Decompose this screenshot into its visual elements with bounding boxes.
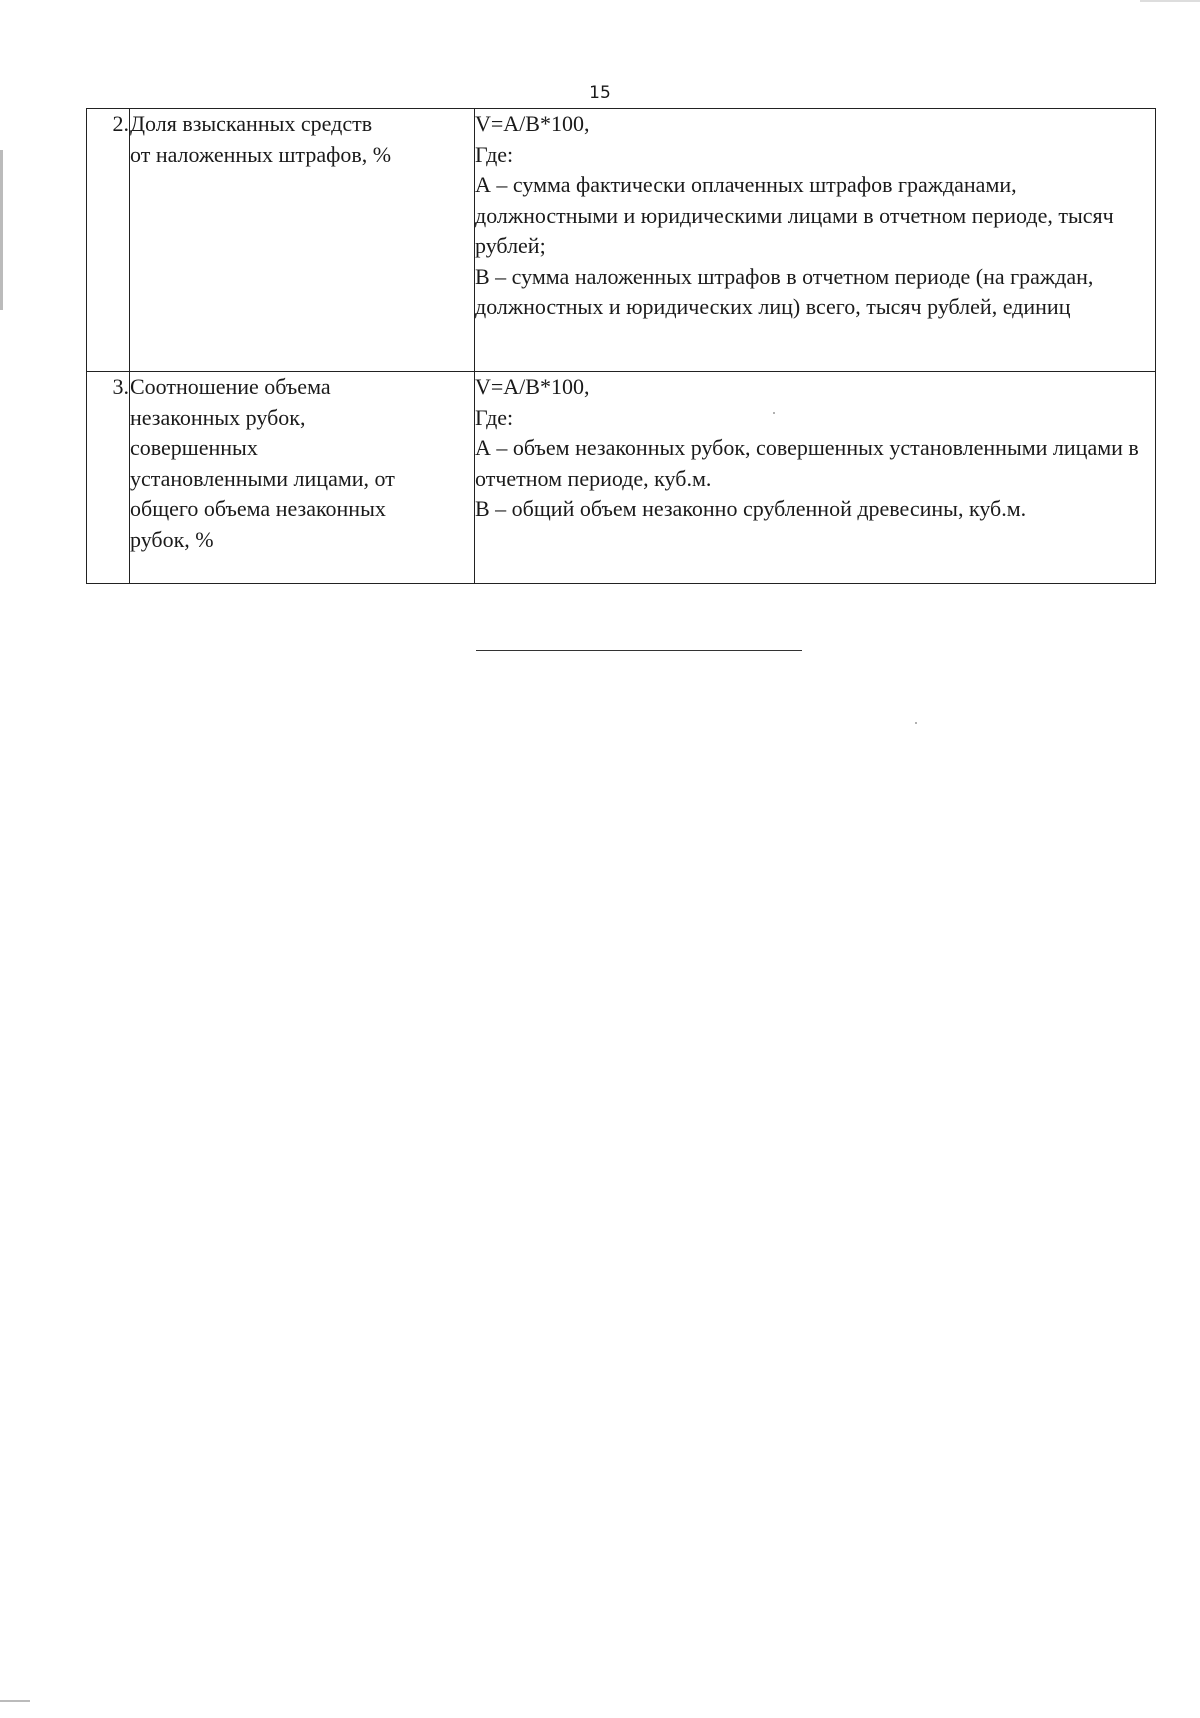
indicator-name-line: совершенных <box>130 435 258 460</box>
indicator-name-line: рубок, % <box>130 526 214 552</box>
where-label: Где: <box>475 404 514 430</box>
scan-speck <box>915 722 917 724</box>
definition-a: А – сумма фактически оплаченных штрафов гражданами, должностными и юридическими лицами в отчетном периоде, тысяч рублей; <box>475 172 1114 258</box>
page-number: 15 <box>589 83 611 103</box>
indicator-name-line: Соотношение объема <box>130 374 331 399</box>
indicator-name <box>130 372 475 584</box>
indicator-name <box>130 109 475 372</box>
scan-edge-mark <box>0 1700 30 1702</box>
table-row <box>87 372 1156 584</box>
row-number: 3. <box>87 372 130 584</box>
indicator-table <box>86 108 1156 584</box>
indicator-name-line: Доля взысканных средств <box>130 111 373 136</box>
where-label: Где: <box>475 141 514 167</box>
definition-b: В – сумма наложенных штрафов в отчетном периоде (на граждан, должностных и юридических лиц) всего, тысяч рублей, единиц <box>475 263 1094 319</box>
scan-speck <box>773 412 775 414</box>
calculation-method <box>475 109 1156 372</box>
scan-edge-mark <box>0 150 3 310</box>
row-number: 2. <box>87 109 130 372</box>
indicator-name-line: общего объема незаконных <box>130 496 386 521</box>
scan-edge-mark <box>1140 0 1200 2</box>
indicator-name-line: установленными лицами, от <box>130 465 395 491</box>
formula: V=A/B*100, <box>475 111 590 136</box>
formula: V=A/B*100, <box>475 374 590 399</box>
table-row <box>87 109 1156 372</box>
calculation-method <box>475 372 1156 584</box>
definition-b: В – общий объем незаконно срубленной древесины, куб.м. <box>475 496 1027 521</box>
indicator-name-line: от наложенных штрафов, % <box>130 141 392 167</box>
definition-a: А – объем незаконных рубок, совершенных установленными лицами в отчетном периоде, куб.м. <box>475 435 1139 491</box>
indicator-name-line: незаконных рубок, <box>130 404 306 430</box>
end-of-document-rule <box>476 650 802 651</box>
